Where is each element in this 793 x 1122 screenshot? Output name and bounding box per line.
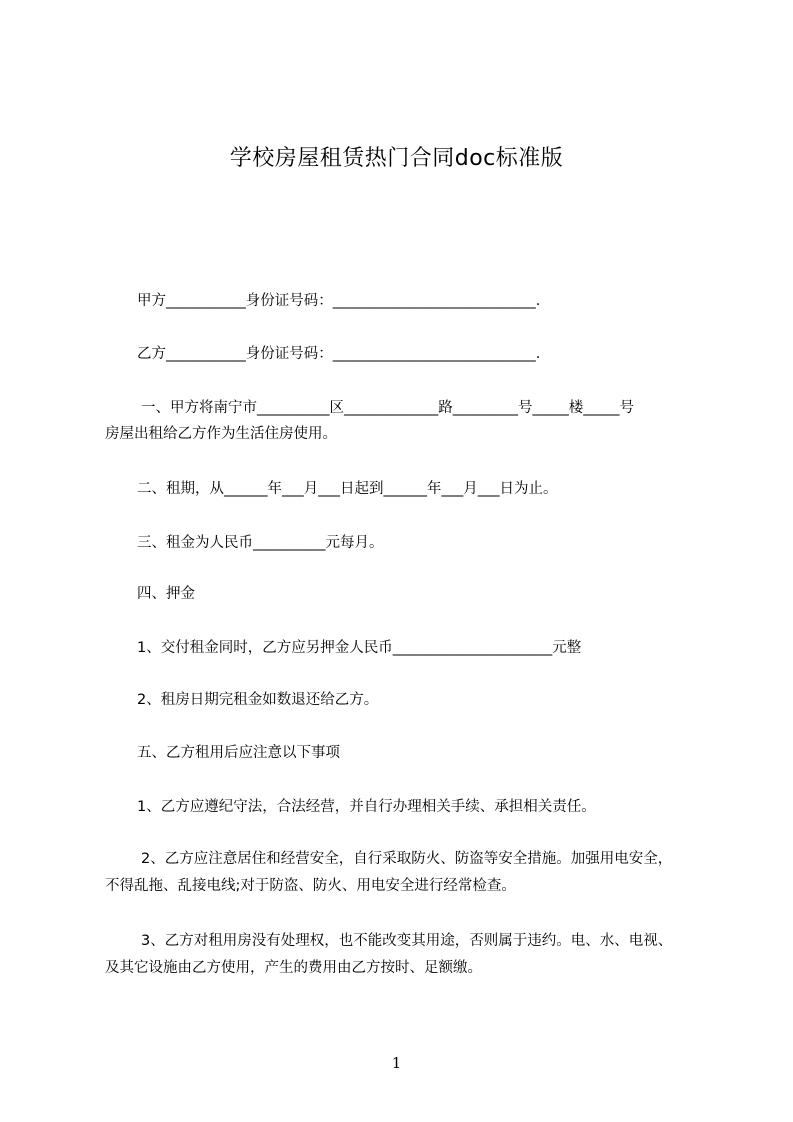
clause-5-item-2-line-1: 2、乙方应注意居住和经营安全，自行采取防火、防盗等安全措施。加强用电安全， [141, 851, 673, 867]
clause-4-item-1: 1、交付租金同时，乙方应另押金人民币______________________元整 [137, 640, 582, 656]
clause-5-item-2-line-2: 不得乱拖、乱接电线;对于防盗、防火、用电安全进行经常检查。 [105, 878, 516, 894]
party-b-line: 乙方___________身份证号码：____________________________. [137, 346, 541, 362]
clause-5-item-3-line-1: 3、乙方对租用房没有处理权，也不能改变其用途，否则属于违约。电、水、电视、 [141, 933, 673, 949]
clause-4-heading: 四、押金 [137, 586, 195, 602]
page-number: 1 [391, 1054, 402, 1072]
clause-1-line-2: 房屋出租给乙方作为生活住房使用。 [105, 426, 337, 442]
party-a-line: 甲方___________身份证号码：____________________________. [137, 293, 541, 309]
clause-2-lease-term: 二、租期，从______年___月___日起到______年___月___日为止。 [137, 481, 558, 497]
clause-5-heading: 五、乙方租用后应注意以下事项 [137, 745, 340, 761]
clause-5-item-1: 1、乙方应遵纪守法，合法经营，并自行办理相关手续、承担相关责任。 [137, 799, 596, 815]
document-title: 学校房屋租赁热门合同doc标准版 [229, 146, 564, 171]
clause-4-item-2: 2、租房日期完租金如数退还给乙方。 [137, 692, 379, 708]
clause-5-item-3-line-2: 及其它设施由乙方使用，产生的费用由乙方按时、足额缴。 [105, 960, 482, 976]
clause-3-rent: 三、租金为人民币__________元每月。 [137, 535, 384, 551]
clause-1-line-1: 一、甲方将南宁市__________区_____________路_________号_____楼_____号 [141, 400, 634, 416]
